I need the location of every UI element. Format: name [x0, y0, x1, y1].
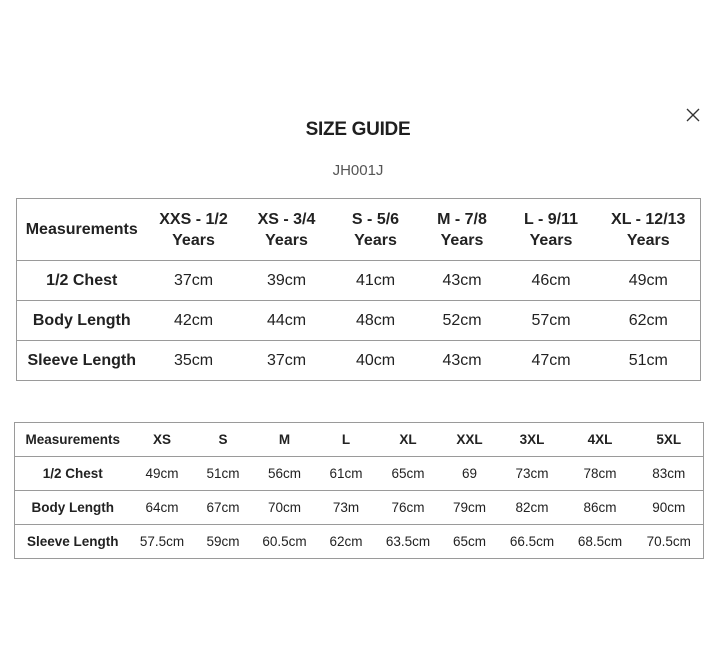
table-cell: 46cm: [531, 271, 571, 289]
table-cell: 51cm: [628, 351, 668, 369]
header-cell: XS: [152, 432, 171, 447]
table-cell: 57cm: [531, 311, 571, 329]
table-cell: 62cm: [628, 311, 668, 329]
table-cell: 73m: [332, 500, 360, 515]
table-cell: 90cm: [652, 500, 686, 515]
table-cell: 70cm: [267, 500, 301, 515]
table-cell: 79cm: [452, 500, 486, 515]
modal-title: SIZE GUIDE: [305, 119, 411, 140]
table-row: [17, 341, 701, 381]
header-cell: L: [341, 432, 351, 447]
header-cell: L - 9/11 Years: [524, 210, 578, 249]
header-cell: XXS - 1/2 Years: [159, 210, 228, 249]
table-cell: 73cm: [515, 466, 549, 481]
header-cell: XS - 3/4 Years: [257, 210, 316, 249]
table-cell: 70.5cm: [646, 534, 691, 549]
header-cell: XL: [399, 432, 417, 447]
header-cell: S: [218, 432, 228, 447]
header-cell: S - 5/6 Years: [351, 210, 400, 249]
table-row: [17, 301, 701, 341]
table-cell: 37cm: [173, 271, 214, 289]
table-row: [15, 491, 704, 525]
table-cell: 40cm: [355, 351, 396, 369]
table-cell: 86cm: [583, 500, 617, 515]
table-cell: 68.5cm: [577, 534, 623, 549]
table-cell: 43cm: [442, 351, 482, 369]
table-cell: 64cm: [145, 500, 179, 515]
table-row: [15, 525, 704, 559]
table-cell: 35cm: [173, 351, 214, 369]
table-cell: 62cm: [329, 534, 363, 549]
table-cell: 49cm: [145, 466, 179, 481]
table-cell: 52cm: [442, 311, 482, 329]
header-cell: 4XL: [587, 432, 613, 447]
table-cell: 76cm: [391, 500, 425, 515]
table-cell: 57.5cm: [139, 534, 185, 549]
header-cell: Measurements: [25, 432, 121, 447]
header-cell: XXL: [456, 432, 483, 447]
table-cell: 66.5cm: [509, 534, 555, 549]
table-header-row: [15, 423, 704, 457]
row-label: Body Length: [32, 311, 131, 329]
header-cell: XL - 12/13 Years: [611, 210, 686, 249]
table-cell: 37cm: [266, 351, 307, 369]
row-label: 1/2 Chest: [46, 271, 118, 289]
table-cell: 41cm: [355, 271, 396, 289]
table-cell: 56cm: [267, 466, 301, 481]
header-cell: M: [278, 432, 291, 447]
table-cell: 78cm: [583, 466, 617, 481]
row-label: Body Length: [31, 500, 114, 515]
table-cell: 82cm: [515, 500, 549, 515]
product-code: JH001J: [332, 162, 384, 179]
kids-size-table: [16, 198, 701, 381]
row-label: Sleeve Length: [26, 534, 119, 549]
table-cell: 51cm: [206, 466, 240, 481]
table-row: [15, 457, 704, 491]
table-cell: 63.5cm: [385, 534, 431, 549]
header-cell: M - 7/8 Years: [437, 210, 487, 249]
table-cell: 65cm: [452, 534, 486, 549]
table-cell: 60.5cm: [262, 534, 307, 549]
table-cell: 39cm: [266, 271, 307, 289]
table-cell: 83cm: [652, 466, 686, 481]
table-cell: 49cm: [628, 271, 668, 289]
table-cell: 61cm: [329, 466, 363, 481]
table-cell: 67cm: [206, 500, 240, 515]
header-cell: 3XL: [519, 432, 545, 447]
table-cell: 42cm: [173, 311, 214, 329]
table-cell: 48cm: [355, 311, 396, 329]
header-cell: 5XL: [656, 432, 682, 447]
table-cell: 69: [461, 466, 478, 481]
table-cell: 47cm: [531, 351, 571, 369]
row-label: Sleeve Length: [27, 351, 136, 369]
table-row: [17, 261, 701, 301]
adult-size-table: [14, 422, 704, 559]
header-cell: Measurements: [25, 221, 138, 238]
table-cell: 43cm: [442, 271, 482, 289]
table-cell: 59cm: [206, 534, 240, 549]
table-cell: 65cm: [391, 466, 425, 481]
table-cell: 44cm: [266, 311, 307, 329]
table-header-row: [17, 199, 701, 261]
row-label: 1/2 Chest: [42, 466, 103, 481]
